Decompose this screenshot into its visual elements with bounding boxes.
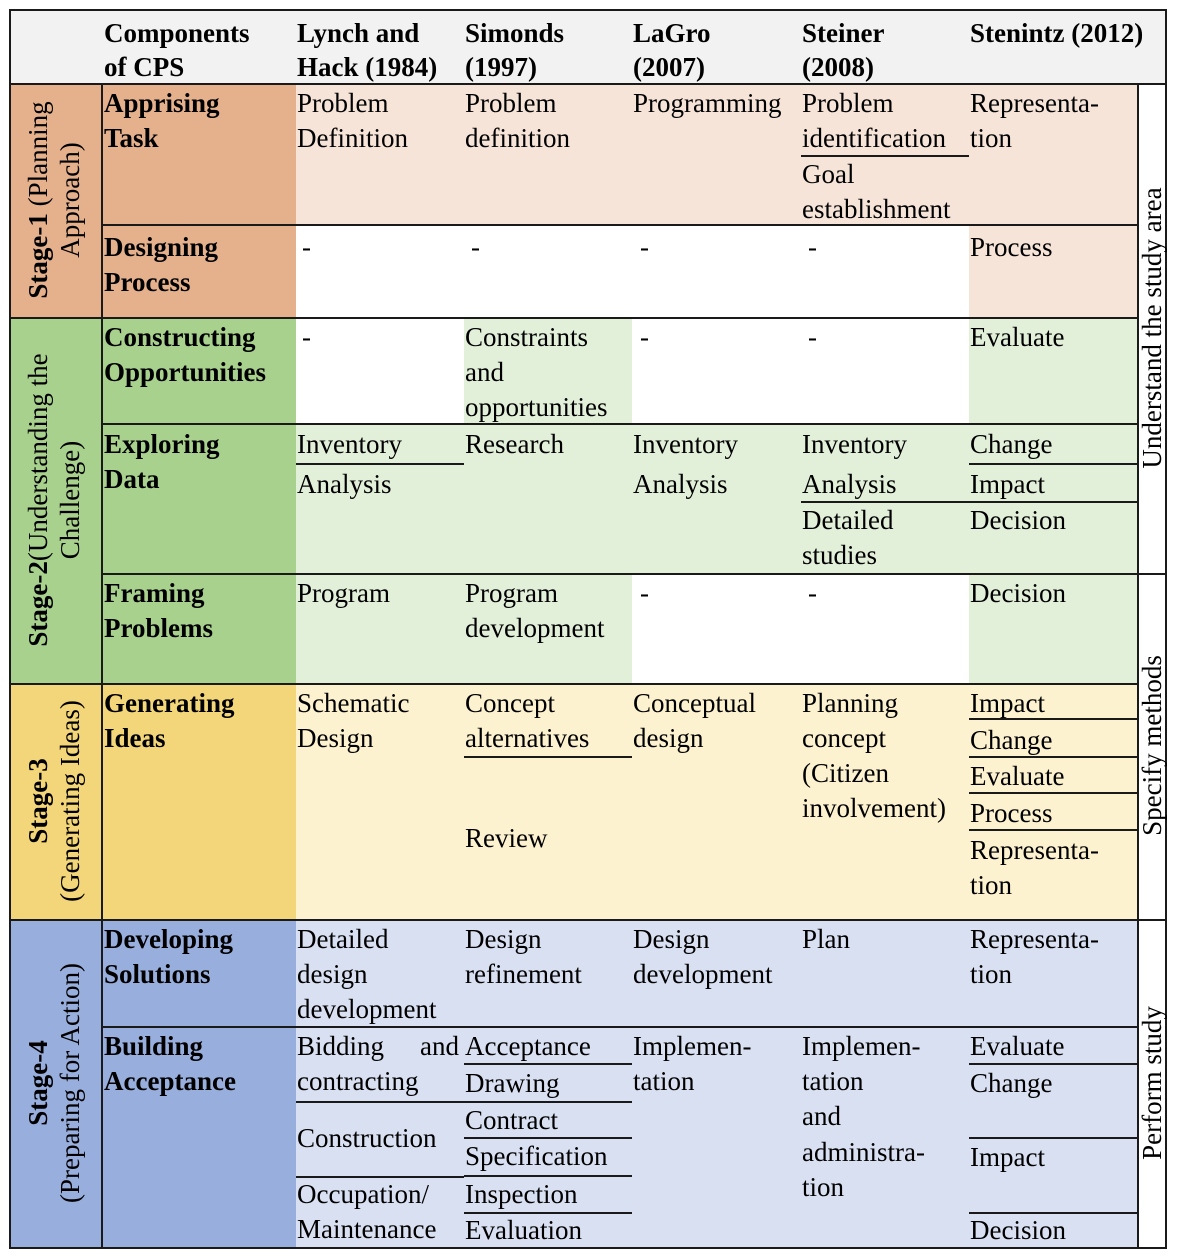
- generating-lagro-1: Conceptual: [633, 688, 756, 718]
- developing-lagro-1: Design: [633, 924, 710, 954]
- developing-lagro-2: development: [633, 959, 773, 989]
- generating-simonds-2: alternatives: [465, 723, 590, 753]
- apprising-simonds-2: definition: [465, 123, 570, 153]
- building-lynch-3: Construction: [297, 1123, 437, 1153]
- generating-steiner-2: concept: [802, 723, 886, 753]
- stage1-bold: Stage-1: [23, 213, 53, 299]
- building-steinitz-3: Impact: [970, 1142, 1045, 1172]
- designing-simonds: -: [471, 232, 480, 262]
- constructing-steinitz: Evaluate: [970, 322, 1065, 352]
- exploring-steinitz-2: Impact: [970, 469, 1045, 499]
- constructing-simonds-3: opportunities: [465, 392, 608, 422]
- exploring-steinitz-1: Change: [970, 429, 1053, 459]
- developing-steiner: Plan: [802, 924, 851, 954]
- header-components-line2: of CPS: [104, 52, 185, 82]
- building-component-line2: Acceptance: [104, 1066, 236, 1096]
- exploring-component-line1: Exploring: [104, 429, 220, 459]
- framing-steiner: -: [808, 578, 817, 608]
- building-steinitz-1: Evaluate: [970, 1031, 1065, 1061]
- framing-component-line2: Problems: [104, 613, 213, 643]
- designing-lagro: -: [640, 232, 649, 262]
- building-simonds-2: Drawing: [465, 1068, 560, 1098]
- simonds-alternatives-underline: [464, 756, 632, 758]
- stage-col-divider: [101, 84, 103, 1248]
- building-lagro-2: tation: [633, 1066, 695, 1096]
- exploring-lagro-1: Inventory: [633, 429, 738, 459]
- apprising-steiner-3: Goal: [802, 159, 855, 189]
- steinitz-bld-change-underline: [969, 1137, 1138, 1139]
- apprising-steinitz-1: Representa-: [970, 88, 1099, 118]
- stage3-line2: (Generating Ideas): [55, 700, 85, 902]
- exploring-lynch-1: Inventory: [297, 429, 402, 459]
- apprising-steiner-4: establishment: [802, 194, 951, 224]
- generating-steinitz-5: Representa-: [970, 835, 1099, 865]
- designing-component-line2: Process: [104, 267, 191, 297]
- apprising-steiner-2: identification: [802, 123, 946, 153]
- stage2-stage3-divider: [9, 683, 1138, 685]
- apprising-steinitz-2: tion: [970, 123, 1013, 153]
- building-lynch-1b: and: [420, 1031, 459, 1061]
- building-steinitz-4: Decision: [970, 1215, 1066, 1245]
- exploring-lynch-2: Analysis: [297, 469, 392, 499]
- stage4-label: [22, 922, 86, 1244]
- constructing-lagro: -: [640, 322, 649, 352]
- stage2-rest: (Understanding the: [23, 353, 53, 562]
- developing-component-line2: Solutions: [104, 959, 211, 989]
- building-simonds-4: Specification: [465, 1141, 608, 1171]
- framing-simonds-1: Program: [465, 578, 558, 608]
- developing-component-line1: Developing: [104, 924, 234, 954]
- generating-steiner-1: Planning: [802, 688, 899, 718]
- building-steiner-3: and: [802, 1101, 841, 1131]
- designing-component-line1: Designing: [104, 232, 219, 262]
- constructing-simonds-2: and: [465, 357, 504, 387]
- exploring-steiner-2: Analysis: [802, 469, 897, 499]
- apprising-simonds-1: Problem: [465, 88, 557, 118]
- building-steiner-2: tation: [802, 1066, 864, 1096]
- generating-steinitz-3: Evaluate: [970, 761, 1065, 791]
- constructing-simonds-1: Constraints: [465, 322, 589, 352]
- developing-simonds-1: Design: [465, 924, 542, 954]
- generating-steinitz-4: Process: [970, 798, 1053, 828]
- stage3-label: [22, 686, 86, 916]
- exploring-framing-divider: [101, 573, 1138, 575]
- header-lagro-line2: (2007): [633, 52, 705, 82]
- lynch-contracting-underline: [296, 1101, 464, 1103]
- developing-lynch-1: Detailed: [297, 924, 389, 954]
- framing-lynch: Program: [297, 578, 390, 608]
- generating-lynch-2: Design: [297, 723, 374, 753]
- stage1-stage2-divider: [9, 317, 1138, 319]
- stage4-bold: Stage-4: [23, 1040, 53, 1126]
- generating-component-line1: Generating: [104, 688, 235, 718]
- generating-steinitz-1: Impact: [970, 688, 1045, 718]
- building-steiner-5: tion: [802, 1172, 845, 1202]
- exploring-steiner-4: studies: [802, 540, 878, 570]
- building-simonds-6: Evaluation: [465, 1215, 582, 1245]
- generating-simonds-1: Concept: [465, 688, 555, 718]
- header-simonds-line1: Simonds: [465, 18, 565, 48]
- developing-building-divider: [101, 1026, 1138, 1028]
- generating-steinitz-2: Change: [970, 725, 1053, 755]
- generating-steinitz-6: tion: [970, 870, 1013, 900]
- apprising-lynch-1: Problem: [297, 88, 389, 118]
- table-top-border: [9, 9, 1167, 11]
- developing-lynch-2: design: [297, 959, 368, 989]
- generating-steiner-4: involvement): [802, 793, 946, 823]
- stage1-line2: Approach): [55, 142, 85, 258]
- apprising-steiner-1: Problem: [802, 88, 894, 118]
- header-lynch-line2: Hack (1984): [297, 52, 438, 82]
- building-simonds-5: Inspection: [465, 1179, 578, 1209]
- building-steinitz-2: Change: [970, 1068, 1053, 1098]
- exploring-steiner-3: Detailed: [802, 505, 894, 535]
- apprising-lagro: Programming: [633, 88, 782, 118]
- phase-understand-label: Understand the study area: [1137, 187, 1167, 469]
- building-lynch-2: contracting: [297, 1066, 419, 1096]
- stage4-line2: (Preparing for Action): [55, 963, 85, 1203]
- exploring-lagro-2: Analysis: [633, 469, 728, 499]
- developing-steinitz-2: tion: [970, 959, 1013, 989]
- header-steiner-line1: Steiner: [802, 18, 885, 48]
- generating-component-line2: Ideas: [104, 723, 166, 753]
- building-simonds-3: Contract: [465, 1105, 558, 1135]
- constructing-exploring-divider: [101, 423, 1138, 425]
- apprising-component-line2: Task: [104, 123, 159, 153]
- phase-specify-label: Specify methods: [1137, 655, 1167, 836]
- framing-simonds-2: development: [465, 613, 605, 643]
- lynch-inventory-underline: [296, 463, 464, 465]
- designing-lynch: -: [302, 232, 311, 262]
- apprising-lynch-2: Definition: [297, 123, 408, 153]
- developing-simonds-2: refinement: [465, 959, 582, 989]
- building-steiner-4: administra-: [802, 1137, 925, 1167]
- building-lynch-1a: Bidding: [297, 1031, 385, 1061]
- building-steiner-1: Implemen-: [802, 1031, 921, 1061]
- exploring-steiner-1: Inventory: [802, 429, 907, 459]
- header-simonds-line2: (1997): [465, 52, 537, 82]
- stage3-bold: Stage-3: [23, 758, 53, 844]
- exploring-component-line2: Data: [104, 464, 160, 494]
- designing-steinitz: Process: [970, 232, 1053, 262]
- stage3-stage4-divider: [9, 919, 1167, 921]
- stage1-label: [22, 86, 86, 314]
- framing-lagro: -: [640, 578, 649, 608]
- header-lynch-line1: Lynch and: [297, 18, 420, 48]
- constructing-steiner: -: [808, 322, 817, 352]
- exploring-simonds: Research: [465, 429, 564, 459]
- stage2-label: [22, 320, 86, 680]
- header-steiner-line2: (2008): [802, 52, 874, 82]
- stage1-rest: (Planning: [23, 101, 53, 214]
- framing-steinitz: Decision: [970, 578, 1066, 608]
- generating-lagro-2: design: [633, 723, 704, 753]
- building-component-line1: Building: [104, 1031, 204, 1061]
- header-components-line1: Components: [104, 18, 250, 48]
- constructing-component-line1: Constructing: [104, 322, 256, 352]
- building-simonds-1: Acceptance: [465, 1031, 591, 1061]
- developing-lynch-3: development: [297, 994, 437, 1024]
- stage2-bold: Stage-2: [23, 561, 53, 647]
- header-lagro-line1: LaGro: [633, 18, 711, 48]
- phase-perform-label: Perform study: [1137, 1006, 1167, 1160]
- stage2-line2: Challenge): [55, 440, 85, 560]
- apprising-component-line1: Apprising: [104, 88, 220, 118]
- exploring-steinitz-3: Decision: [970, 505, 1066, 535]
- constructing-component-line2: Opportunities: [104, 357, 267, 387]
- constructing-lynch: -: [302, 322, 311, 352]
- designing-steiner: -: [808, 232, 817, 262]
- generating-simonds-3: Review: [465, 823, 548, 853]
- framing-component-line1: Framing: [104, 578, 205, 608]
- generating-steiner-3: (Citizen: [802, 758, 889, 788]
- building-lynch-5: Maintenance: [297, 1214, 437, 1244]
- steinitz-change-underline: [969, 463, 1138, 465]
- building-lagro-1: Implemen-: [633, 1031, 752, 1061]
- developing-steinitz-1: Representa-: [970, 924, 1099, 954]
- generating-lynch-1: Schematic: [297, 688, 410, 718]
- building-lynch-4: Occupation/: [297, 1179, 429, 1209]
- apprising-designing-divider: [101, 224, 1138, 226]
- table-left-border: [9, 9, 11, 1249]
- header-steinitz: Stenintz (2012): [970, 18, 1144, 48]
